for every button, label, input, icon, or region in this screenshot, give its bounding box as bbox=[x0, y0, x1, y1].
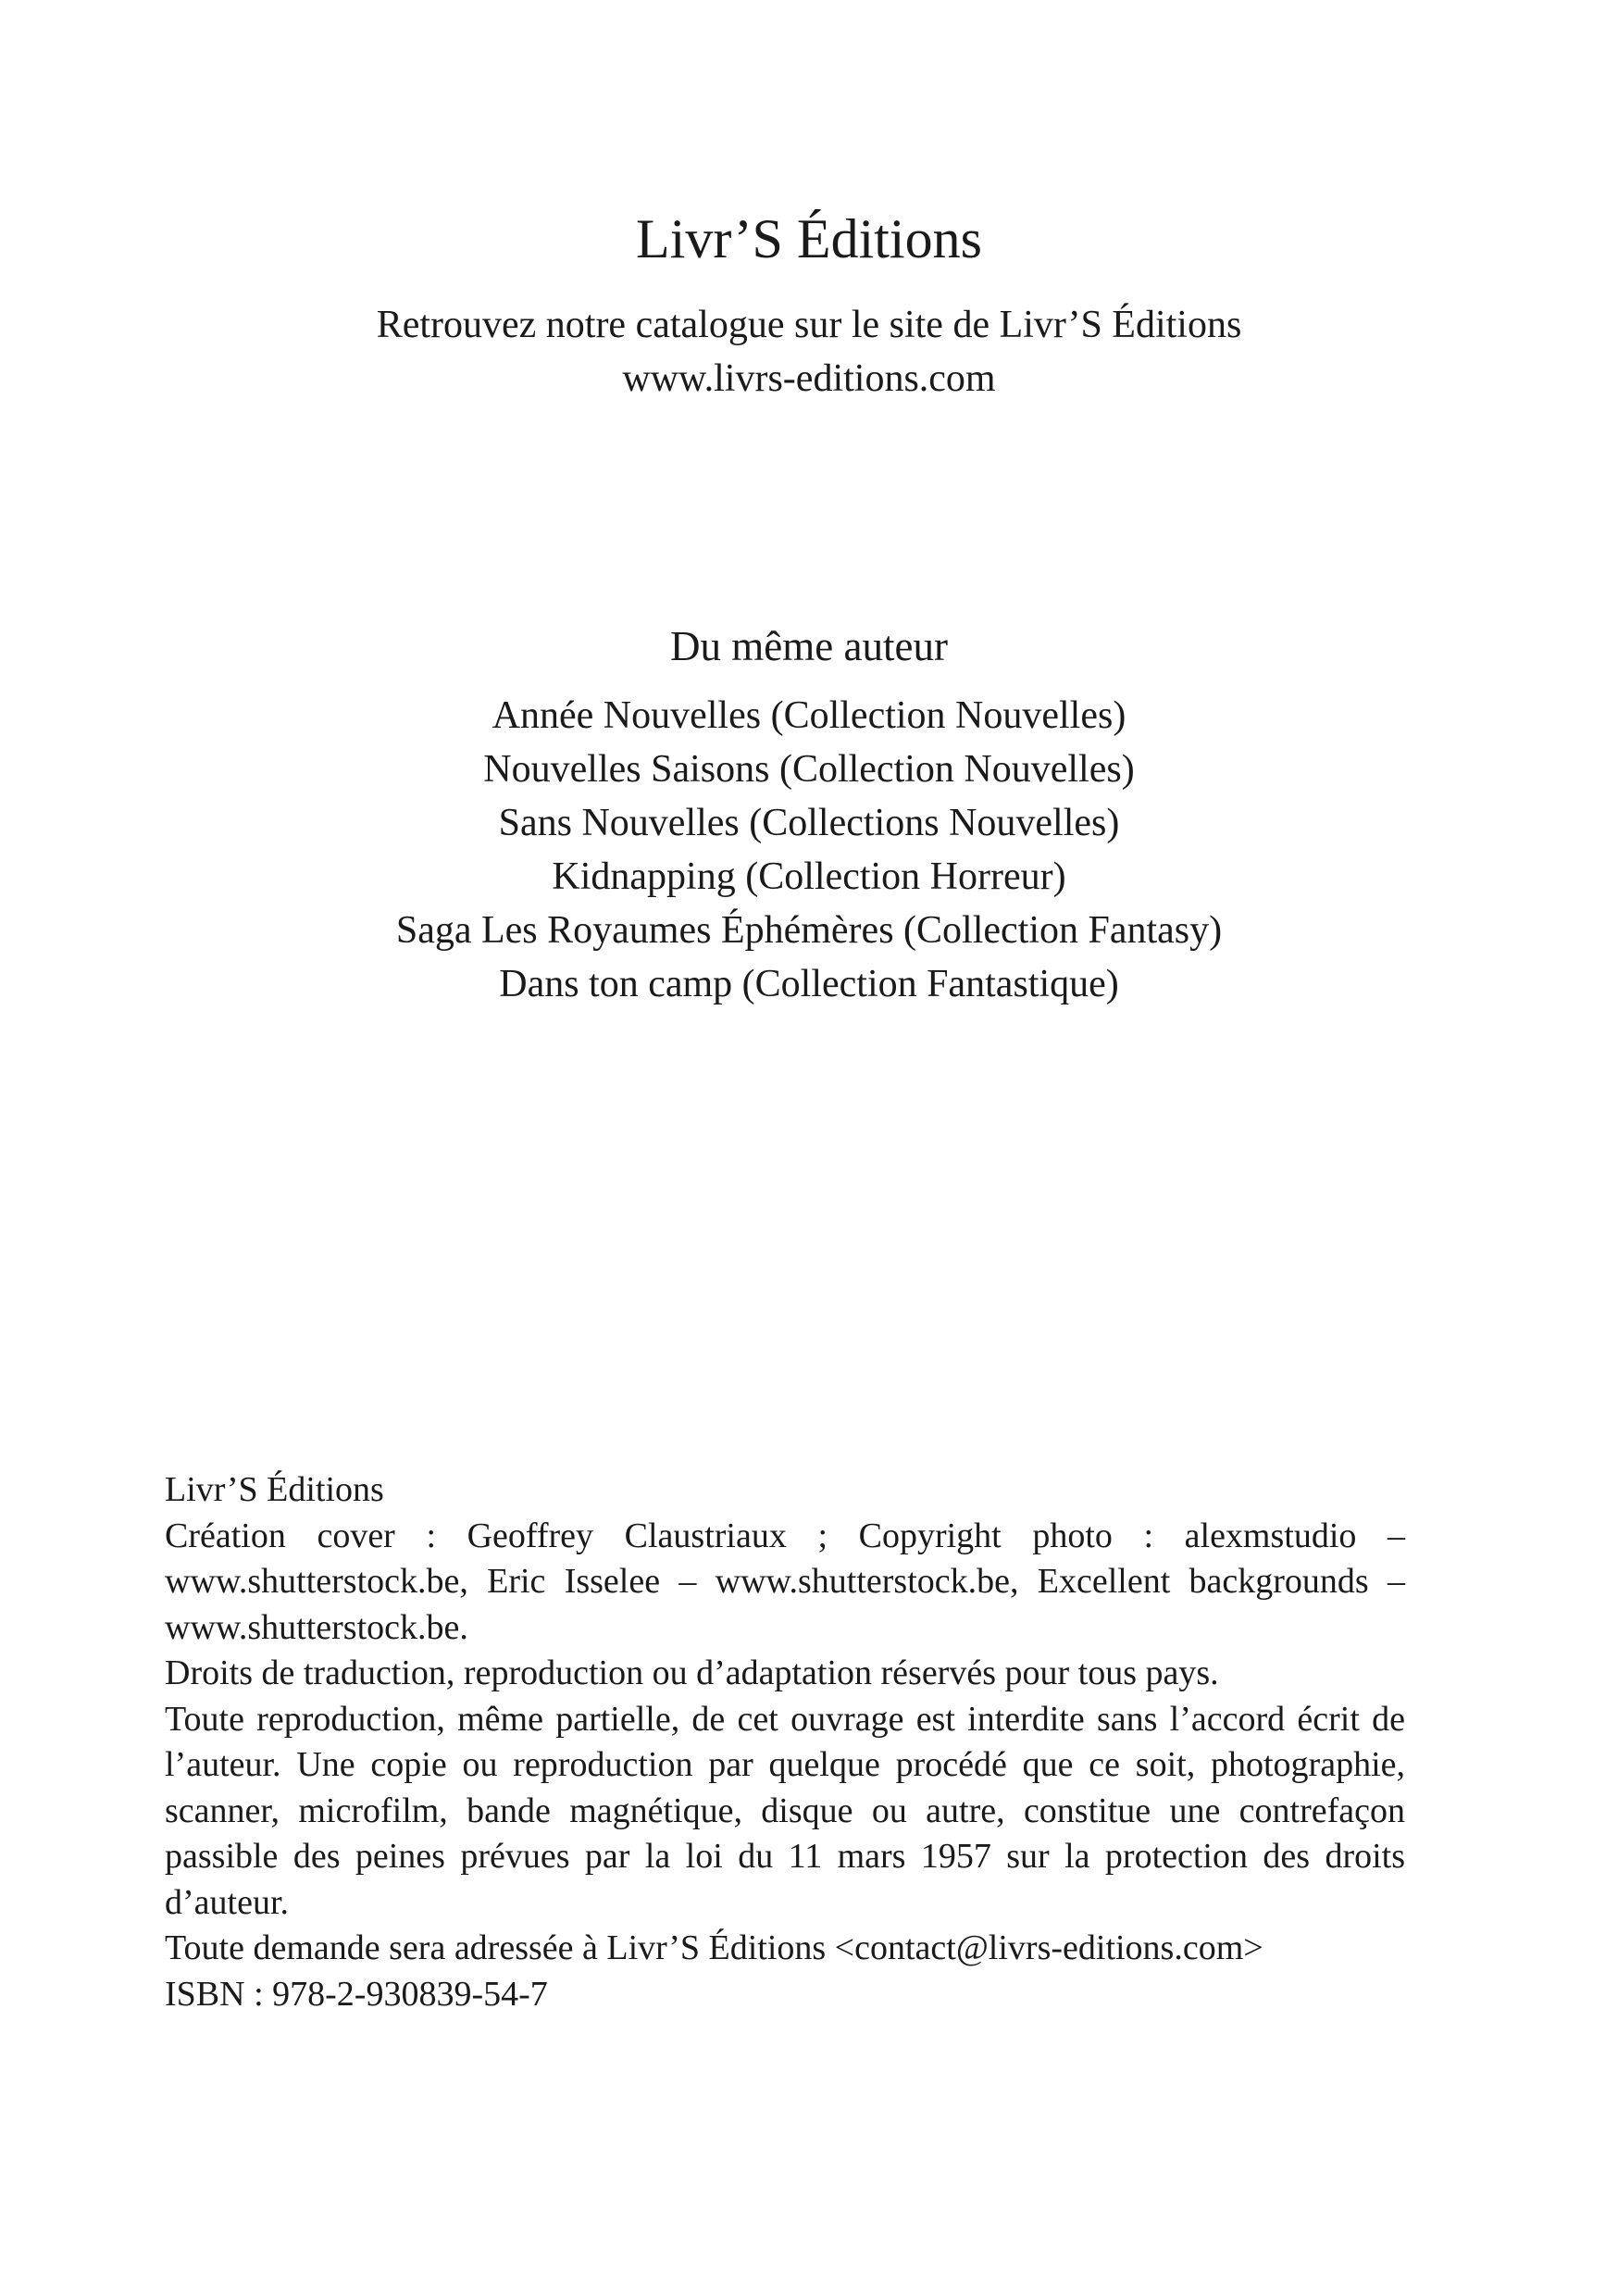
same-author-heading: Du même auteur bbox=[670, 623, 948, 669]
book-title: Sans Nouvelles (Collections Nouvelles) bbox=[498, 802, 1120, 844]
book-title: Année Nouvelles (Collection Nouvelles) bbox=[492, 694, 1126, 737]
cover-credits: Création cover : Geoffrey Claustriaux ; Copyright photo : alexmstudio – www.shutterstock.be, Eric Isselee – www.shutterstock.be, Excellent backgrounds – www.shutterstock.be. bbox=[165, 1516, 1405, 1647]
book-title: Nouvelles Saisons (Collection Nouvelles) bbox=[483, 748, 1135, 791]
publisher-title: Livr’S Éditions bbox=[636, 208, 982, 269]
colophon-publisher: Livr’S Éditions bbox=[165, 1470, 384, 1509]
contact-line: Toute demande sera adressée à Livr’S Éditions <contact@livrs-editions.com> bbox=[165, 1928, 1263, 1967]
catalogue-text: Retrouvez notre catalogue sur le site de Livr’S Éditions bbox=[376, 304, 1242, 346]
book-title: Dans ton camp (Collection Fantastique) bbox=[499, 963, 1119, 1005]
book-title: Saga Les Royaumes Éphémères (Collection Fantasy) bbox=[395, 909, 1223, 952]
reproduction-notice: Toute reproduction, même partielle, de cet ouvrage est interdite sans l’accord écrit de l’auteur. Une copie ou reproduction par quelque procédé que ce soit, photographie, scanner, microfilm, bande magnétique, disque ou autre, constitue une contrefaçon passible des peines prévues par la loi du 11 mars 1957 sur la protection des droits d’auteur. bbox=[165, 1699, 1405, 1922]
colophon bbox=[165, 1467, 1405, 2017]
books-list bbox=[0, 689, 1618, 1011]
rights-notice: Droits de traduction, reproduction ou d’adaptation réservés pour tous pays. bbox=[165, 1653, 1219, 1692]
website-link[interactable]: www.livrs-editions.com bbox=[622, 357, 996, 400]
book-title: Kidnapping (Collection Horreur) bbox=[552, 855, 1066, 898]
isbn: ISBN : 978-2-930839-54-7 bbox=[165, 1974, 548, 2014]
